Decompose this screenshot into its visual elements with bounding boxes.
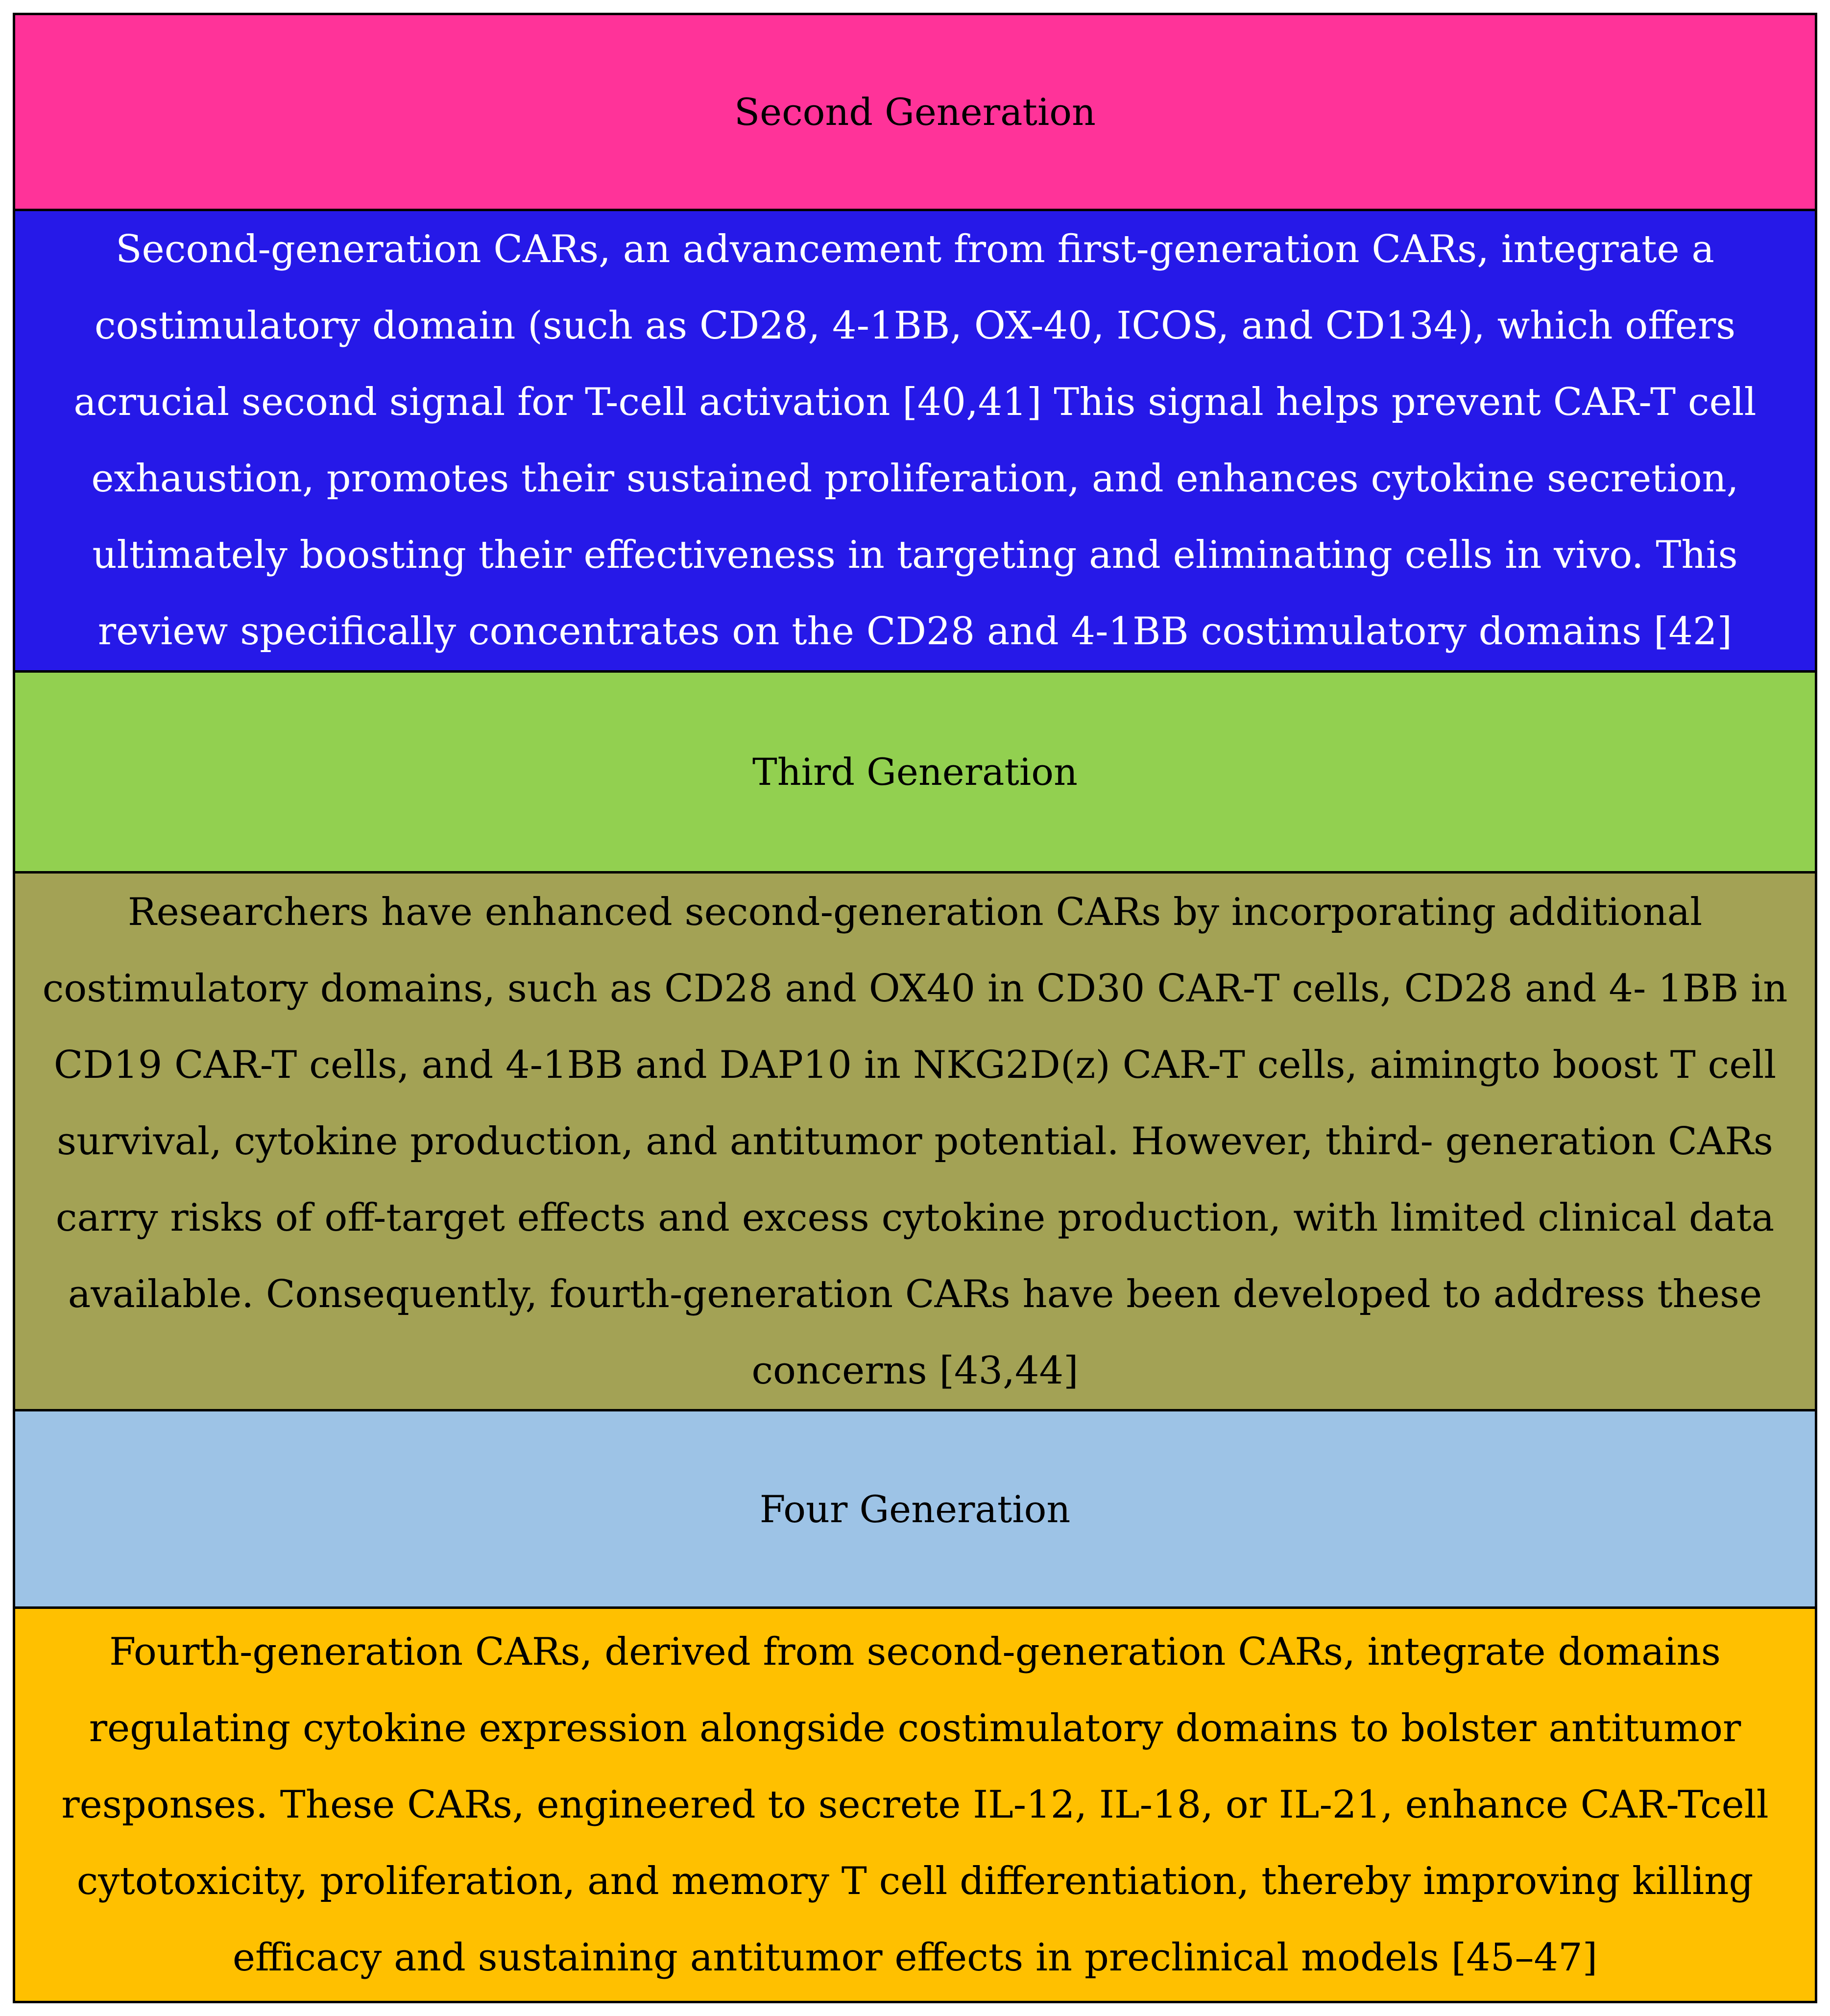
third-generation-description	[15, 874, 1815, 1412]
second-generation-title-text: Second Generation	[734, 90, 1096, 134]
third-generation-title	[15, 673, 1815, 874]
four-generation-title-text: Four Generation	[759, 1487, 1071, 1531]
third-generation-title-text: Third Generation	[752, 750, 1078, 794]
second-generation-title	[15, 15, 1815, 211]
second-generation-description	[15, 211, 1815, 673]
four-generation-description-text: Fourth-generation CARs, derived from second-generation CARs, integrate domains regulating cytokine expression alongside costimulatory domains to bolster antitumor responses. These CARs, engineered to secrete IL-12, IL-18, or IL-21, enhance CAR-Tcell cytotoxicity, proliferation, and memory T cell differentiation, thereby improving killing efficacy and sustaining antitumor effects in preclinical models [45–47]	[61, 1629, 1769, 1980]
four-generation-description	[15, 1609, 1815, 2001]
second-generation-description-text: Second-generation CARs, an advancement from first-generation CARs, integrate a costimulatory domain (such as CD28, 4-1BB, OX-40, ICOS, and CD134), which offers acrucial second signal for T-cell activation [40,41] This signal helps prevent CAR-T cell exhaustion, promotes their sustained proliferation, and enhances cytokine secretion, ultimately boosting their effectiveness in targeting and eliminating cells in vivo. This review specifically concentrates on the CD28 and 4-1BB costimulatory domains [42]	[73, 227, 1757, 654]
third-generation-description-text: Researchers have enhanced second-generation CARs by incorporating additional costimulatory domains, such as CD28 and OX40 in CD30 CAR-T cells, CD28 and 4- 1BB in CD19 CAR-T cells, and 4-1BB and DAP10 in NKG2D(z) CAR-T cells, aimingto boost T cell survival, cytokine production, and antitumor potential. However, third- generation CARs carry risks of off-target effects and excess cytokine production, with limited clinical data available. Consequently, fourth-generation CARs have been developed to address these concerns [43,44]	[42, 890, 1788, 1393]
four-generation-title	[15, 1411, 1815, 1609]
car-generations-diagram	[13, 13, 1817, 2003]
